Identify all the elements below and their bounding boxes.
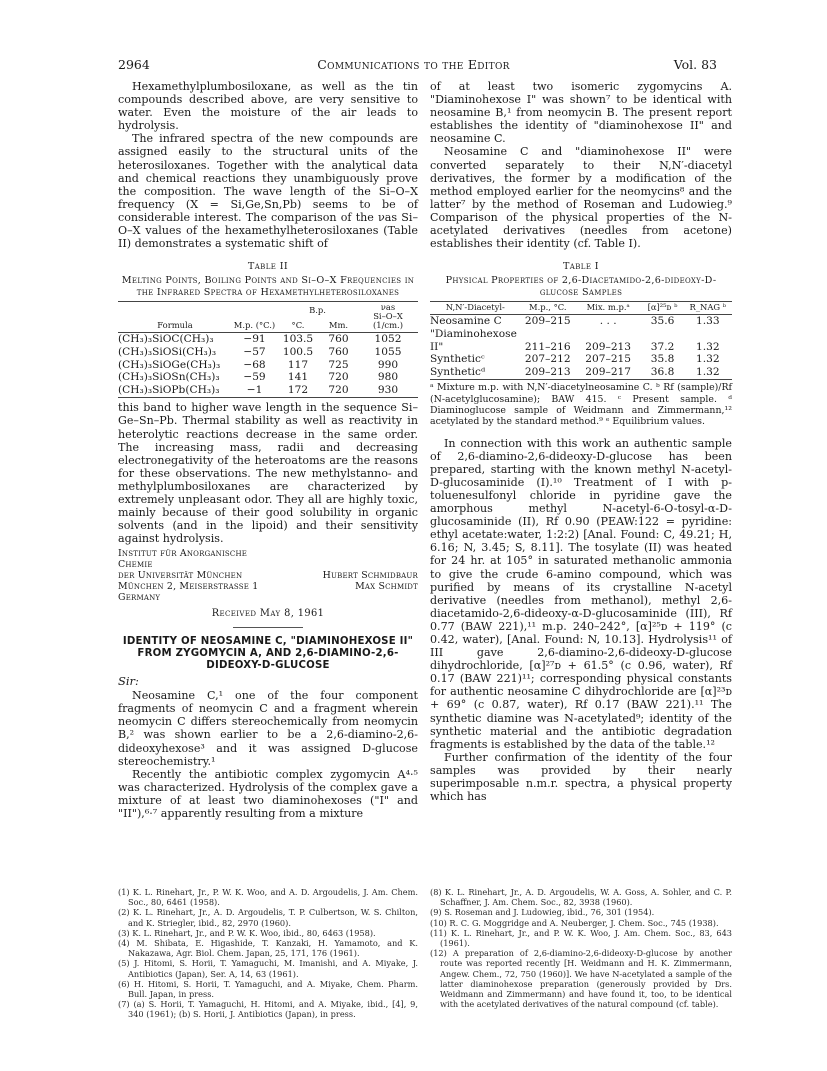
- col-header-frequency: [358, 302, 418, 333]
- reference: (12) A preparation of 2,6-diamino-2,6-dideoxy-D-glucose by another route was reported recently [H. Weidmann and H. K. Zimmermann, Angew. Chem., 72, 750 (1960)]. We have N-acetylated a sample of the latter diaminohexose preparation (generously provided by Drs. Weidmann and Zimmermann) and have found it, too, to be identical with the acetylated derivatives of the natural compound (cf. table).: [430, 948, 732, 1010]
- references-left: [118, 887, 418, 1020]
- table-rule: [118, 397, 418, 398]
- paragraph: of at least two isomeric zygomycins A. "Diaminohexose I" was shown⁷ to be identical with neosamine B,¹ from neomycin B. The present report establishes the identity of "diaminohexose II" and neosamine C.: [430, 80, 732, 146]
- reference: (7) (a) S. Horii, T. Yamaguchi, H. Hitomi, and A. Miyake, ibid., [4], 9, 340 (1961); (b) S. Horii, J. Antibiotics (Japan), in press.: [118, 999, 418, 1020]
- references-right: [430, 887, 732, 1009]
- table-ii: [118, 261, 418, 398]
- right-column: [430, 80, 732, 803]
- table-caption: Physical Properties of 2,6-Diacetamido-2,6-dideoxy-D-glucose Samples: [445, 275, 717, 298]
- reference: (4) M. Shibata, E. Higashide, T. Kanzaki, H. Yamamoto, and K. Nakazawa, Agr. Biol. Chem. Japan, 25, 171, 176 (1961).: [118, 938, 418, 959]
- table-row: (CH₃)₃SiOC(CH₃)₃ −91 103.5 760 1052: [118, 333, 402, 346]
- reference: (10) R. C. G. Moggridge and A. Neuberger, J. Chem. Soc., 745 (1938).: [430, 917, 719, 928]
- paragraph: In connection with this work an authentic sample of 2,6-diamino-2,6-dideoxy-D-glucose has been prepared, starting with the known methyl N-acetyl-D-glucosaminide (I).¹⁰ Treatment of I with p-toluenesulfonyl chloride in pyridine gave the amorphous methyl N-acetyl-6-O-tosyl-α-D-glucosaminide (II), Rf 0.90 (PEAW:122 = pyridine: ethyl acetate:water, 1:2:2) [Anal. Found: C, 49.21; H, 6.16; N, 3.45; S, 8.11]. The tosylate (II) was heated for 24 hr. at 105° in saturated methanolic ammonia to give the crude 6-amino compound, which was purified by means of its crystalline N-acetyl derivative (needles from methanol), methyl 2,6-diacetamido-2,6-dideoxy-α-D-glucosaminide (III), Rf 0.77 (BAW 221),¹¹ m.p. 240–242°, [α]²⁵ᴅ + 119° (c 0.42, water), [Anal. Found: N, 10.13]. Hydrolysis¹¹ of III gave 2,6-diamino-2,6-dideoxy-D-glucose dihydrochloride, [α]²⁷ᴅ + 61.5° (c 0.96, water), Rf 0.17 (BAW 221)¹¹; corresponding physical constants for authentic neosamine C dihydrochloride are [α]²³ᴅ + 69° (c 0.87, water), Rf 0.17 (BAW 221).¹¹ The synthetic diamine was N-acetylated⁹; identity of the synthetic material and the antibiotic degradation fragments is established by the data of the table.¹²: [430, 436, 732, 751]
- reference: (5) J. Hitomi, S. Horii, T. Yamaguchi, M. Imanishi, and A. Miyake, J. Antibiotics (Japan), Ser. A, 14, 63 (1961).: [118, 958, 418, 979]
- reference: (6) H. Hitomi, S. Horii, T. Yamaguchi, and A. Miyake, Chem. Pharm. Bull. Japan, in press.: [118, 978, 418, 1000]
- col-header-bp: B.p.: [309, 305, 326, 316]
- col-header-mp: M.p., °C.: [529, 302, 567, 313]
- article-title: IDENTITY OF NEOSAMINE C, "DIAMINOHEXOSE II" FROM ZYGOMYCIN A, AND 2,6-DIAMINO-2,6-DIDEOXY-D-GLUCOSE: [122, 636, 414, 671]
- table-row: Syntheticᵈ 209–213 209–217 36.8 1.32: [430, 365, 720, 378]
- paragraph: Hexamethylplumbosiloxane, as well as the tin compounds described above, are very sensitive to water. Even the moisture of the air leads to hydrolysis.: [118, 80, 418, 133]
- col-header-freq-symbol: νas: [380, 302, 396, 313]
- table-body: [430, 302, 732, 378]
- paragraph: Neosamine C,¹ one of the four component fragments of neomycin C and a fragment wherein neomycin C differs stereochemically from neomycin B,² was shown earlier to be a 2,6-diamino-2,6-dideoxyhexose³ and it was assigned D-glucose stereochemistry.¹: [118, 689, 418, 768]
- table-footnotes: ᵃ Mixture m.p. with N,N′-diacetylneosamine C. ᵇ Rf (sample)/Rf (N-acetylglucosamine); BAW 415. ᶜ Present sample. ᵈ Diaminoglucose sample of Weidmann and Zimmermann,¹² acetylated by the standard method.⁹ ᵉ Equilibrium values.: [430, 382, 732, 427]
- col-header-mp: M.p. (°C.): [233, 320, 276, 331]
- page-number: 2964: [118, 57, 150, 72]
- author-name: Max Schmidt: [355, 581, 418, 593]
- reference: (8) K. L. Rinehart, Jr., A. D. Argoudelis, W. A. Goss, A. Sohler, and C. P. Schaffner, J. Am. Chem. Soc., 82, 3938 (1960).: [430, 887, 732, 908]
- affiliation-line: Germany: [118, 592, 161, 604]
- paragraph: The infrared spectra of the new compounds are assigned easily to the structural units of the heterosiloxanes. Together with the analytical data and chemical reactions they unambiguously prove the composition. The wave length of the Si–O–X frequency (X = Si,Ge,Sn,Pb) seems to be of considerable interest. The comparison of the νas Si–O–X values of the hexamethylheterosiloxanes (Table II) demonstrates a systematic shift of: [118, 132, 418, 251]
- reference: (3) K. L. Rinehart, Jr., and P. W. K. Woo, ibid., 80, 6463 (1958).: [118, 927, 376, 938]
- reference: (1) K. L. Rinehart, Jr., P. W. K. Woo, and A. D. Argoudelis, J. Am. Chem. Soc., 80, 6461 (1958).: [118, 887, 418, 908]
- table-row: (CH₃)₃SiOPb(CH₃)₃ −1 172 720 930: [118, 383, 399, 396]
- salutation: Sir:: [118, 674, 139, 689]
- table-row: Syntheticᶜ 207–212 207–215 35.8 1.32: [430, 353, 720, 366]
- affiliation-line: Institut für Anorganische Chemie: [118, 548, 248, 571]
- table-caption: Melting Points, Boiling Points and Si–O–X Frequencies in the Infrared Spectra of Hexamethylheterosiloxanes: [121, 275, 415, 298]
- table-label: Table II: [247, 261, 289, 273]
- reference: (2) K. L. Rinehart, Jr., A. D. Argoudelis, T. P. Culbertson, W. S. Chilton, and K. Striegler, ibid., 82, 2970 (1960).: [118, 907, 418, 928]
- divider: [233, 627, 303, 628]
- col-header-freq-unit: (1/cm.): [373, 320, 403, 331]
- paragraph: this band to higher wave length in the sequence Si–Ge–Sn–Pb. Thermal stability as well as reactivity in heterolytic reactions decrease in the same order. The increasing mass, radii and decreasing electronegativity of the heteroatoms are the reasons for these observations. The new methylstanno- and methylplumbosiloxanes are characterized by extremely unpleasant odor. They all are highly toxic, mainly because of their good solubility in organic solvents (and in the lipoid) and their sensitivity against hydrolysis.: [118, 401, 418, 546]
- affiliation-line: München 2, Meiserstrasse 1: [118, 581, 259, 593]
- paragraph: Recently the antibiotic complex zygomycin A⁴·⁵ was characterized. Hydrolysis of the complex gave a mixture of at least two diaminohexoses ("I" and "II"),⁶·⁷ apparently resulting from a mixture: [118, 767, 418, 821]
- table-row: Neosamine C 209–215 . . . 35.6 1.33: [430, 315, 720, 328]
- table-row: (CH₃)₃SiOSn(CH₃)₃ −59 141 720 980: [118, 371, 399, 384]
- col-header-name: N,N′-Diacetyl-: [445, 302, 505, 313]
- table-rule: [430, 379, 732, 380]
- paragraph: Further confirmation of the identity of the four samples was provided by their nearly superimposable n.m.r. spectra, a physical property which has: [430, 750, 732, 804]
- author-affiliation: [118, 548, 418, 603]
- col-header-rotation: [α]²⁵ᴅ ᵇ: [647, 302, 678, 313]
- table-label: Table I: [563, 261, 599, 273]
- reference: (11) K. L. Rinehart, Jr., and P. W. K. Woo, J. Am. Chem. Soc., 83, 643 (1961).: [430, 927, 732, 949]
- table-row: (CH₃)₃SiOSi(CH₃)₃ −57 100.5 760 1055: [118, 346, 402, 358]
- table-row: (CH₃)₃SiOGe(CH₃)₃ −68 117 725 990: [118, 358, 399, 371]
- col-header-rnag: R_NAG ᵇ: [689, 302, 727, 313]
- running-head: Communications to the Editor: [317, 57, 510, 72]
- col-header-bp-mm: Mm.: [328, 320, 349, 331]
- col-header-mix: Mix. m.p.ᵃ: [586, 302, 630, 313]
- table-i: [430, 261, 732, 427]
- col-header-formula: Formula: [157, 320, 193, 331]
- author-name: Hubert Schmidbaur: [322, 570, 418, 582]
- affiliation-line: der Universität München: [118, 570, 243, 582]
- volume-label: Vol. 83: [673, 57, 717, 72]
- table-row: II" 211–216 209–213 37.2 1.32: [430, 340, 720, 353]
- col-header-bp-c: °C.: [291, 320, 305, 331]
- paragraph: Neosamine C and "diaminohexose II" were converted separately to their N,N′-diacetyl derivatives, the former by a modification of the method employed earlier for the neomycins⁸ and the latter⁷ by the method of Roseman and Ludowieg.⁹ Comparison of the physical properties of the N-acetylated derivatives (needles from acetone) establishes their identity (cf. Table I).: [430, 145, 732, 251]
- left-column: [118, 80, 418, 820]
- reference: (9) S. Roseman and J. Ludowieg, ibid., 76, 301 (1954).: [430, 907, 655, 918]
- col-header-freq-bond: Si–O–X: [373, 311, 403, 322]
- received-date: Received May 8, 1961: [211, 608, 325, 620]
- table-body: [118, 302, 418, 396]
- table-row: "Diaminohexose: [430, 328, 517, 340]
